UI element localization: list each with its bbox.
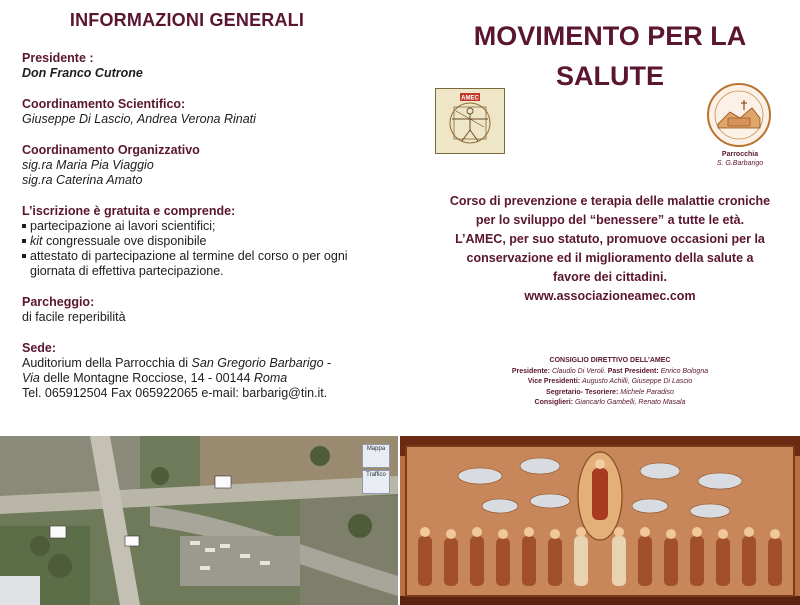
presidente-section [22,51,382,81]
church-artwork-image [400,436,800,605]
course-line: favore dei cittadini. [553,270,667,284]
presidente-label: Presidente : [22,51,94,65]
map-view-button[interactable]: Mappa [362,444,390,468]
sede-section [22,341,382,401]
coord-organizzativo-2: sig.ra Caterina Amato [22,173,143,187]
aerial-map-image [0,436,398,605]
course-description [420,192,800,306]
website-link[interactable]: www.associazioneamec.com [524,289,696,303]
iscrizione-list [22,219,382,264]
coord-scientifico-label: Coordinamento Scientifico: [22,97,186,111]
list-item-continuation: giornata di effettiva partecipazione. [30,264,224,278]
coord-scientifico-section [22,97,382,127]
council-title: CONSIGLIO DIRETTIVO DELL’AMEC [549,357,671,364]
council-members-line: Consiglieri: Giancarlo Gambelli, Renato Masala [534,399,686,406]
parish-logo [706,82,772,148]
course-line: conservazione ed il miglioramento della salute a [466,251,754,265]
parcheggio-value: di facile reperibilità [22,310,126,324]
amec-logo-text: AMEC [461,95,479,102]
course-line: Corso di prevenzione e terapia delle malattie croniche [449,194,771,208]
parcheggio-section [22,295,382,325]
iscrizione-label: L’iscrizione è gratuita e comprende: [22,204,236,218]
coord-scientifico-value: Giuseppe Di Lascio, Andrea Verona Rinati [22,112,256,126]
council-president-line: Presidente: Claudio Di Veroli. Past President: Enrico Bologna [511,367,709,375]
main-title: MOVIMENTO PER LA SALUTE [473,21,747,91]
traffic-view-button[interactable]: Traffico [362,470,390,494]
council-secretary-line: Segretario- Tesoriere: Michele Paradiso [546,388,674,396]
list-item: kit congressuale ove disponibile [22,234,382,249]
iscrizione-section [22,204,382,279]
presidente-value: Don Franco Cutrone [22,66,143,80]
course-line: L’AMEC, per suo statuto, promuove occasioni per la [455,232,765,246]
general-info-panel [22,10,382,417]
council-block [460,356,760,409]
parish-caption: Parrocchia S. G.Barbarigo [716,151,764,167]
amec-logo [435,88,505,154]
cover-panel [420,0,800,432]
list-item: attestato di partecipazione al termine del corso o per ogni [22,249,382,264]
info-title: INFORMAZIONI GENERALI [69,10,305,30]
coord-organizzativo-label: Coordinamento Organizzativo [22,143,200,157]
council-vice-line: Vice Presidenti: Augusto Achilli, Giuseppe Di Lascio [527,378,693,385]
coord-organizzativo-section [22,143,382,188]
sede-line-2: Via delle Montagne Rocciose, 14 - 00144 Roma [22,371,288,385]
course-line: per lo sviluppo del “benessere” a tutte le età. [475,213,745,227]
sede-contacts: Tel. 065912504 Fax 065922065 e-mail: barbarig@tin.it. [22,386,328,400]
coord-organizzativo-1: sig.ra Maria Pia Viaggio [22,158,154,172]
sede-line-1: Auditorium della Parrocchia di San Gregorio Barbarigo - [22,356,332,370]
parcheggio-label: Parcheggio: [22,295,95,309]
list-item: partecipazione ai lavori scientifici; [22,219,382,234]
sede-label: Sede: [22,341,57,355]
